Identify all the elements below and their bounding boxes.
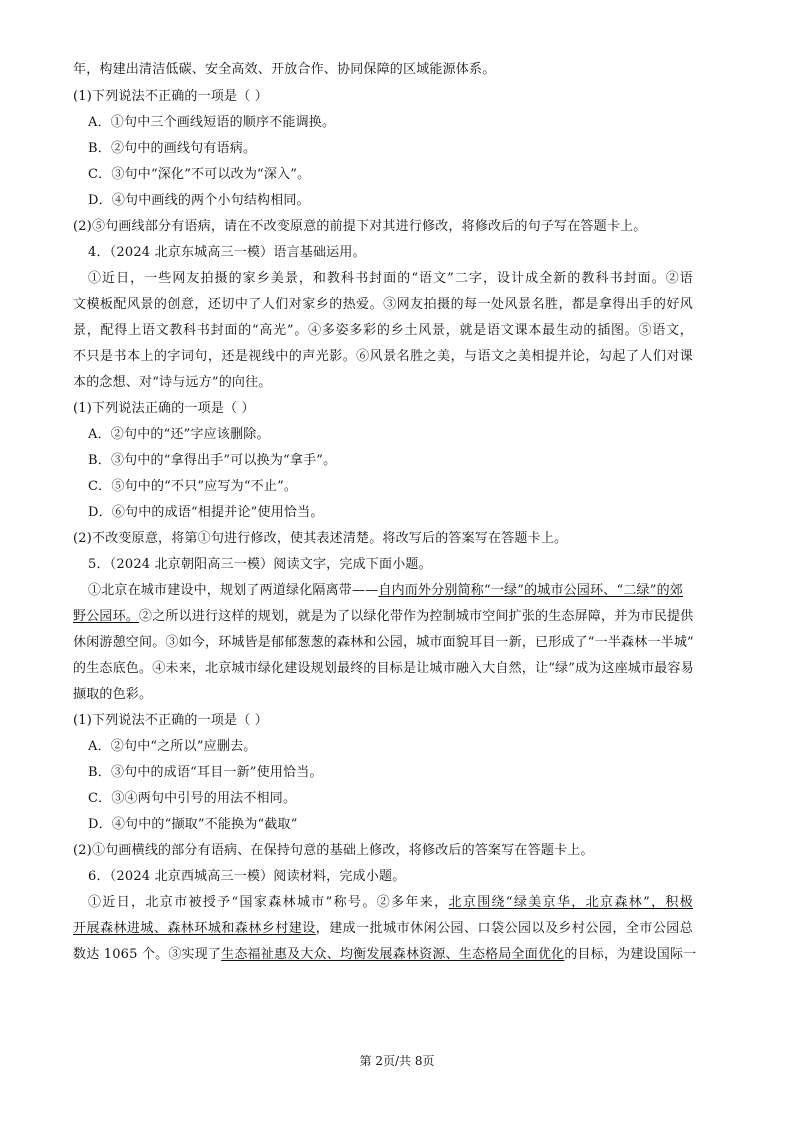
- passage-text: ②之所以进行这样的规划，就是为了以绿化带作为控制城市空间扩张的生态屏障，并为市民提供: [139, 609, 694, 624]
- question-stem: (1)下列说法不正确的一项是（ ）: [73, 89, 268, 104]
- passage-text: 的目标，为建设国际一: [564, 947, 697, 962]
- passage-line: 文模板配风景的创意，还切中了人们对家乡的热爱。③网友拍摄的每一处风景名胜，都是拿得出手的好风: [73, 297, 693, 312]
- question-stem: (2)不改变原意，将第①句进行修改，使其表述清楚。将改写后的答案写在答题卡上。: [73, 531, 568, 546]
- option-d: D．④句中的“撷取”不能换为“截取”: [88, 817, 298, 832]
- option-b: B．②句中的画线句有语病。: [88, 141, 257, 156]
- passage-line: [73, 920, 693, 938]
- passage-line: [73, 608, 693, 626]
- underlined-text: 生态福祉惠及大众、均衡发展森林资源、生态格局全面优化: [221, 947, 565, 962]
- passage-line: [73, 946, 697, 964]
- option-b: B．③句中的“拿得出手”可以换为“拿手”。: [88, 453, 337, 468]
- question-heading: 6．（2024 北京西城高三一模）阅读材料，完成小题。: [88, 869, 406, 884]
- question-stem: (1)下列说法不正确的一项是（ ）: [73, 713, 268, 728]
- passage-text: 数达 1065 个。③实现了: [73, 947, 222, 962]
- passage-line: 本的念想、对“诗与远方”的向往。: [73, 375, 272, 390]
- underlined-text: 自内而外分别简称“一绿”的城市公园环、“二绿”的郊: [378, 583, 683, 598]
- option-a: A．②句中“之所以”应删去。: [88, 739, 257, 754]
- option-a: A．②句中的“还”字应该删除。: [88, 427, 270, 442]
- question-heading: 4．（2024 北京东城高三一模）语言基础运用。: [88, 245, 366, 260]
- passage-line: 休闲游憩空间。③如今，环城皆是郁郁葱葱的森林和公园，城市面貌耳目一新，已形成了“一半森林一半城”: [73, 635, 694, 650]
- underlined-text: 开展森林进城、森林环城和森林乡村建设: [73, 921, 316, 936]
- passage-line: ①近日，一些网友拍摄的家乡美景，和教科书封面的“语文”二字，设计成全新的教科书封面。②语: [88, 271, 693, 286]
- passage-line: 撷取的色彩。: [73, 687, 153, 702]
- page-number: 第 2页/共 8页: [359, 1054, 435, 1068]
- passage-line: 的生态底色。④未来，北京城市绿化建设规划最终的目标是让城市融入大自然，让“绿”成为这座城市最容易: [73, 661, 694, 676]
- text-line: 年，构建出清洁低碳、安全高效、开放合作、协同保障的区域能源体系。: [73, 62, 496, 77]
- option-c: C．③④两句中引号的用法不相同。: [88, 791, 297, 806]
- question-stem: (1)下列说法正确的一项是（ ）: [73, 401, 255, 416]
- underlined-text: 北京围绕“绿美京华，北京森林”，积极: [448, 895, 693, 910]
- passage-line: 景，配得上语文教科书封面的“高光”。④多姿多彩的乡土风景，就是语文课本最生动的插图。⑤语文，: [73, 323, 693, 338]
- question-stem: (2)⑤句画线部分有语病，请在不改变原意的前提下对其进行修改，将修改后的句子写在答题卡上。: [73, 219, 647, 234]
- passage-text: ①近日，北京市被授予“国家森林城市”称号。②多年来，: [88, 895, 449, 910]
- passage-text: ①北京在城市建设中，规划了两道绿化隔离带——: [88, 583, 379, 598]
- option-d: D．⑥句中的成语“相提并论”使用恰当。: [88, 505, 324, 520]
- question-stem: (2)①句画横线的部分有语病、在保持句意的基础上修改，将修改后的答案写在答题卡上。: [73, 843, 594, 858]
- passage-text: ，建成一批城市休闲公园、口袋公园以及乡村公园，全市公园总: [315, 921, 693, 936]
- underlined-text: 野公园环。: [73, 609, 140, 624]
- question-heading: 5．（2024 北京朝阳高三一模）阅读文字，完成下面小题。: [88, 557, 432, 572]
- passage-line: [88, 894, 693, 912]
- passage-line: [88, 582, 683, 600]
- option-d: D．④句中画线的两个小句结构相同。: [88, 193, 310, 208]
- option-c: C．⑤句中的“不只”应写为“不止”。: [88, 479, 298, 494]
- option-a: A．①句中三个画线短语的顺序不能调换。: [88, 115, 336, 130]
- passage-line: 不只是书本上的字词句，还是视线中的声光影。⑥风景名胜之美，与语文之美相提并论，勾起了人们对课: [73, 349, 693, 364]
- option-b: B．③句中的成语“耳目一新”使用恰当。: [88, 765, 323, 780]
- option-c: C．③句中“深化”不可以改为“深入”。: [88, 167, 311, 182]
